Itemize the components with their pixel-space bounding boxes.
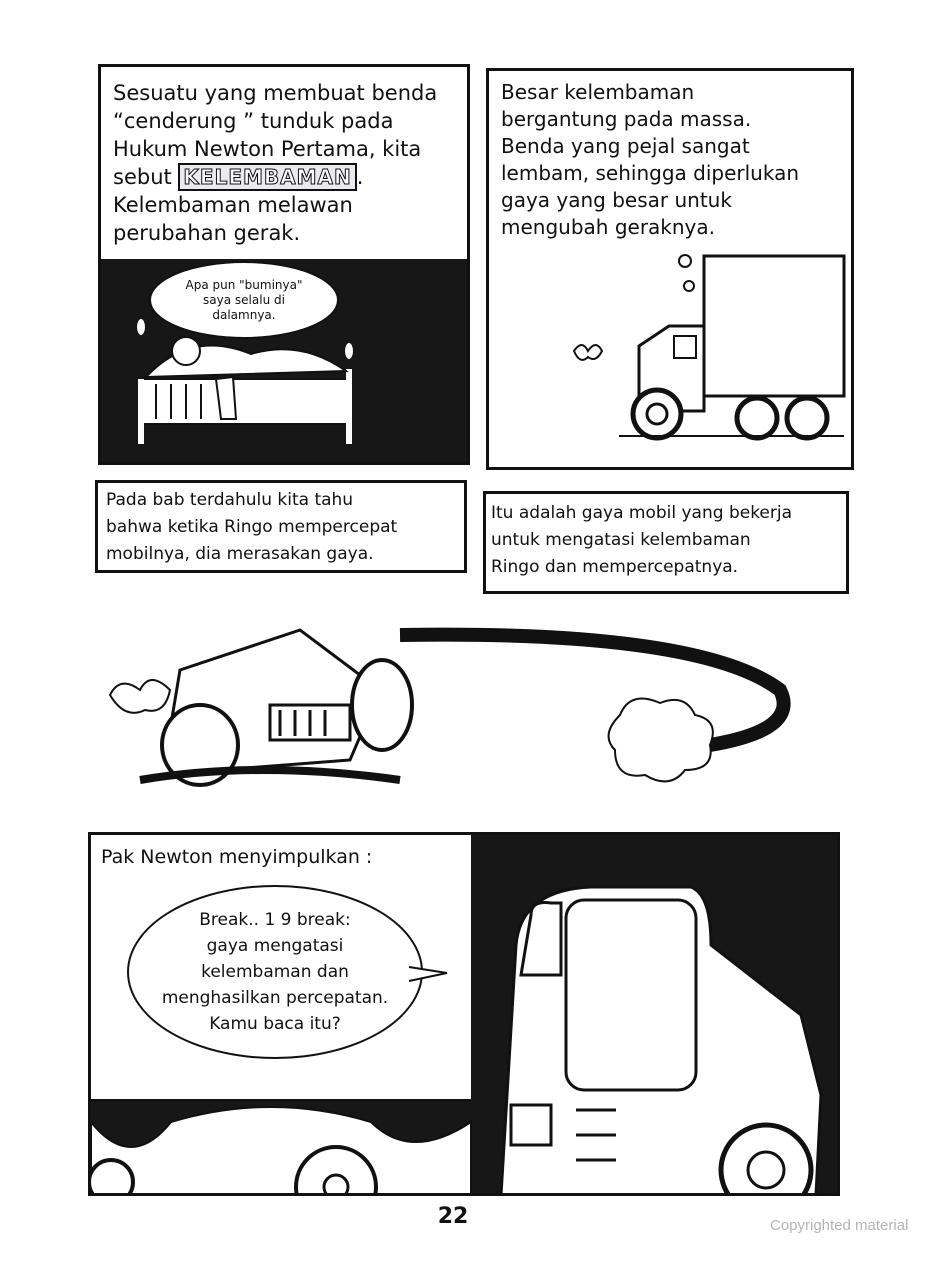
panel1-speech-bubble bbox=[149, 261, 339, 339]
panel1-text: Sesuatu yang membuat benda “cenderung ” tunduk pada Hukum Newton Pertama, kita sebut KELEMBAMAN . Kelembaman melawan perubahan gerak. bbox=[113, 81, 438, 245]
copyright-notice: Copyrighted material bbox=[770, 1217, 909, 1234]
panel-inertia-definition bbox=[98, 64, 470, 465]
newton-speech-bubble bbox=[127, 885, 423, 1059]
wheels-illustration bbox=[91, 1102, 471, 1196]
panel1-speech-text: Apa pun "buminya" saya selalu di dalamnya. bbox=[185, 277, 303, 322]
truck-scene-background bbox=[471, 835, 837, 1195]
wheel-strip bbox=[91, 1099, 471, 1196]
truck-illustration bbox=[489, 236, 849, 466]
panel-mass-dependency bbox=[486, 68, 854, 470]
kelembaman-highlight: KELEMBAMAN bbox=[178, 163, 356, 191]
caption-previous-chapter bbox=[95, 480, 467, 573]
panel2-text: Besar kelembaman bergantung pada massa. Benda yang pejal sangat lembam, sehingga diperlukan gaya yang besar untuk mengubah geraknya. bbox=[501, 80, 799, 239]
newton-speech-text: Break.. 1 9 break: gaya mengatasi kelembaman dan menghasilkan percepatan. Kamu baca itu? bbox=[161, 910, 389, 1034]
caption1-text: Pada bab terdahulu kita tahu bahwa ketika Ringo mempercepat mobilnya, dia merasakan gaya. bbox=[106, 490, 398, 564]
big-truck-illustration bbox=[471, 835, 837, 1195]
panel-newton-conclusion bbox=[88, 832, 840, 1196]
page-number: 22 bbox=[437, 1204, 469, 1229]
accelerating-car-illustration bbox=[100, 610, 820, 810]
caption2-text: Itu adalah gaya mobil yang bekerja untuk mengatasi kelembaman Ringo dan mempercepatnya. bbox=[491, 503, 793, 577]
caption-car-force bbox=[483, 491, 849, 594]
speech-tail bbox=[409, 965, 449, 985]
panel3-title: Pak Newton menyimpulkan : bbox=[101, 846, 373, 868]
